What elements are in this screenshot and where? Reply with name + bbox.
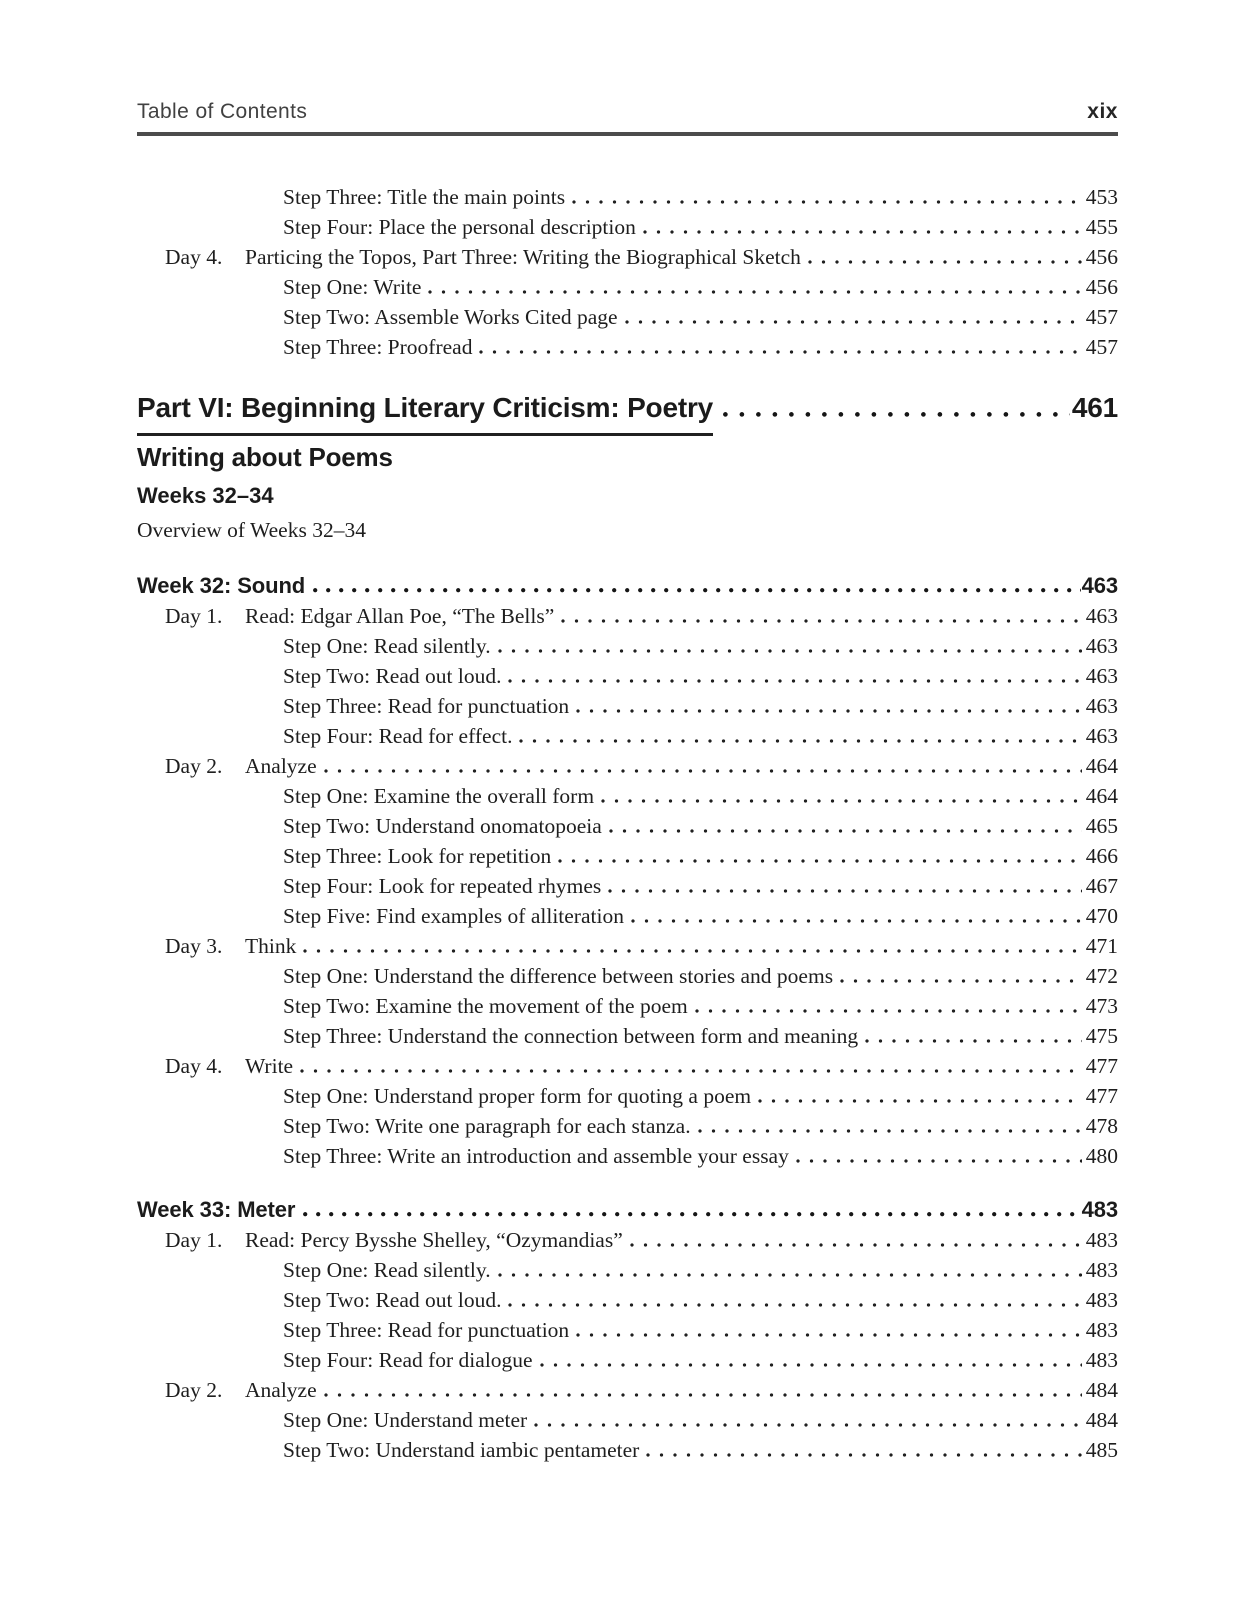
table-of-contents (137, 182, 1118, 1465)
part-heading-block (137, 386, 1118, 547)
toc-entry (137, 901, 1118, 931)
dot-leader (698, 1129, 1082, 1133)
toc-entry (137, 272, 1118, 302)
entry-page: 463 (1085, 664, 1118, 688)
toc-entry (137, 1111, 1118, 1141)
toc-entry (137, 302, 1118, 332)
dot-leader (625, 320, 1082, 324)
entry-page: 465 (1085, 814, 1118, 838)
dot-leader (558, 859, 1081, 863)
entry-text: Step One: Examine the overall form (283, 784, 595, 808)
week-heading (137, 571, 1118, 601)
entry-text: Step Two: Assemble Works Cited page (283, 305, 618, 329)
toc-entry (137, 182, 1118, 212)
entry-text: Step Four: Read for dialogue (283, 1348, 533, 1372)
dot-leader (865, 1039, 1082, 1043)
dot-leader (561, 619, 1081, 623)
entry-text: Step One: Read silently. (283, 634, 491, 658)
entry-page: 477 (1085, 1054, 1118, 1078)
weeks-range: Weeks 32–34 (137, 483, 274, 508)
entry-page: 464 (1085, 754, 1118, 778)
entry-text: Step Two: Read out loud. (283, 1288, 502, 1312)
entry-page: 463 (1085, 724, 1118, 748)
entry-page: 473 (1085, 994, 1118, 1018)
dot-leader (479, 350, 1081, 354)
toc-entry (137, 811, 1118, 841)
entry-text: Step One: Understand meter (283, 1408, 528, 1432)
toc-entry (137, 1225, 1118, 1255)
week-block (137, 1195, 1118, 1465)
toc-entry (137, 931, 1118, 961)
entry-page: 453 (1085, 185, 1118, 209)
entry-page: 477 (1085, 1084, 1118, 1108)
toc-entry (137, 1315, 1118, 1345)
entry-text: Particing the Topos, Part Three: Writing the Biographical Sketch (245, 245, 801, 269)
toc-entry (137, 1285, 1118, 1315)
entry-text: Step Two: Understand onomatopoeia (283, 814, 602, 838)
dot-leader (313, 588, 1080, 593)
toc-entry (137, 1255, 1118, 1285)
dot-leader (428, 290, 1081, 294)
entry-text: Step Three: Proofread (283, 335, 473, 359)
dot-leader (519, 739, 1081, 743)
dot-leader (300, 1069, 1082, 1073)
entry-page: 472 (1085, 964, 1118, 988)
entry-text: Read: Percy Bysshe Shelley, “Ozymandias” (245, 1228, 623, 1252)
dot-leader (609, 829, 1082, 833)
dot-leader (572, 200, 1082, 204)
week-heading-page: 463 (1081, 573, 1118, 598)
entry-day-label: Day 1. (165, 604, 223, 628)
entry-page: 463 (1085, 694, 1118, 718)
toc-entry (137, 1345, 1118, 1375)
entry-page: 467 (1085, 874, 1118, 898)
toc-entry (137, 212, 1118, 242)
week-heading-text: Week 33: Meter (137, 1197, 296, 1222)
toc-entry (137, 991, 1118, 1021)
dot-leader (796, 1159, 1082, 1163)
entry-page: 463 (1085, 604, 1118, 628)
dot-leader (324, 1393, 1082, 1397)
entry-text: Write (245, 1054, 294, 1078)
entry-page: 483 (1085, 1348, 1118, 1372)
week-block (137, 571, 1118, 1171)
dot-leader (643, 230, 1082, 234)
toc-entry (137, 1081, 1118, 1111)
toc-entry (137, 601, 1118, 631)
toc-entry (137, 1051, 1118, 1081)
entry-page: 484 (1085, 1408, 1118, 1432)
toc-entry (137, 661, 1118, 691)
entry-text: Step Three: Read for punctuation (283, 694, 570, 718)
dot-leader (498, 1273, 1082, 1277)
page-folio: xix (1087, 100, 1118, 123)
entry-text: Step Five: Find examples of alliteration (283, 904, 624, 928)
dot-leader (808, 260, 1082, 264)
toc-entry (137, 1435, 1118, 1465)
entry-text: Analyze (245, 754, 317, 778)
entry-page: 485 (1085, 1438, 1118, 1462)
toc-entry (137, 1021, 1118, 1051)
entry-page: 471 (1085, 934, 1118, 958)
dot-leader (303, 949, 1081, 953)
entry-page: 463 (1085, 634, 1118, 658)
dot-leader (576, 709, 1082, 713)
entry-day-label: Day 3. (165, 934, 223, 958)
dot-leader (723, 412, 1070, 417)
dot-leader (646, 1453, 1081, 1457)
entry-page: 456 (1085, 245, 1118, 269)
week-heading-page: 483 (1081, 1197, 1118, 1222)
dot-leader (324, 769, 1082, 773)
entry-text: Step One: Write (283, 275, 422, 299)
weeks-overview: Overview of Weeks 32–34 (137, 518, 366, 542)
part-heading-text: Part VI: Beginning Literary Criticism: Poetry (137, 386, 713, 436)
toc-entry (137, 781, 1118, 811)
part-subtitle: Writing about Poems (137, 442, 393, 472)
header-title: Table of Contents (137, 100, 308, 123)
toc-entry (137, 751, 1118, 781)
page-header (137, 100, 1118, 136)
toc-entry (137, 242, 1118, 272)
entry-page: 464 (1085, 784, 1118, 808)
entry-text: Step Three: Understand the connection between form and meaning (283, 1024, 859, 1048)
dot-leader (758, 1099, 1082, 1103)
dot-leader (498, 649, 1082, 653)
part-heading-page: 461 (1071, 392, 1118, 423)
entry-day-label: Day 4. (165, 245, 223, 269)
toc-entry (137, 1405, 1118, 1435)
entry-text: Step Two: Understand iambic pentameter (283, 1438, 640, 1462)
entry-text: Step Three: Look for repetition (283, 844, 552, 868)
dot-leader (508, 1303, 1081, 1307)
dot-leader (695, 1009, 1082, 1013)
entry-day-label: Day 2. (165, 1378, 223, 1402)
entry-text: Think (245, 934, 297, 958)
toc-entry (137, 841, 1118, 871)
entry-text: Step Three: Title the main points (283, 185, 566, 209)
toc-entry (137, 1141, 1118, 1171)
entry-page: 470 (1085, 904, 1118, 928)
dot-leader (840, 979, 1082, 983)
entry-text: Step Four: Look for repeated rhymes (283, 874, 602, 898)
toc-entry (137, 332, 1118, 362)
entry-page: 457 (1085, 335, 1118, 359)
toc-entry (137, 871, 1118, 901)
entry-text: Step Two: Write one paragraph for each stanza. (283, 1114, 691, 1138)
entry-text: Step One: Understand the difference between stories and poems (283, 964, 834, 988)
entry-text: Step One: Read silently. (283, 1258, 491, 1282)
entry-text: Step One: Understand proper form for quoting a poem (283, 1084, 752, 1108)
dot-leader (631, 919, 1082, 923)
toc-entry (137, 721, 1118, 751)
entry-page: 456 (1085, 275, 1118, 299)
toc-entry (137, 631, 1118, 661)
entry-text: Step Two: Examine the movement of the poem (283, 994, 688, 1018)
entry-text: Analyze (245, 1378, 317, 1402)
toc-entry (137, 1375, 1118, 1405)
weeks-section (137, 571, 1118, 1465)
dot-leader (630, 1243, 1082, 1247)
toc-entry (137, 961, 1118, 991)
week-heading-text: Week 32: Sound (137, 573, 306, 598)
entry-text: Step Four: Read for effect. (283, 724, 513, 748)
dot-leader (608, 889, 1082, 893)
entry-day-label: Day 4. (165, 1054, 223, 1078)
entry-page: 483 (1085, 1288, 1118, 1312)
entry-page: 483 (1085, 1258, 1118, 1282)
dot-leader (508, 679, 1081, 683)
week-heading (137, 1195, 1118, 1225)
entry-day-label: Day 1. (165, 1228, 223, 1252)
part-heading (137, 386, 1118, 436)
entry-page: 484 (1085, 1378, 1118, 1402)
toc-continuation-section (137, 182, 1118, 362)
entry-day-label: Day 2. (165, 754, 223, 778)
entry-page: 455 (1085, 215, 1118, 239)
dot-leader (601, 799, 1082, 803)
dot-leader (540, 1363, 1082, 1367)
entry-text: Step Two: Read out loud. (283, 664, 502, 688)
dot-leader (534, 1423, 1082, 1427)
entry-page: 475 (1085, 1024, 1118, 1048)
toc-entry (137, 691, 1118, 721)
entry-text: Read: Edgar Allan Poe, “The Bells” (245, 604, 555, 628)
entry-text: Step Three: Write an introduction and assemble your essay (283, 1144, 789, 1168)
entry-text: Step Four: Place the personal description (283, 215, 636, 239)
entry-page: 457 (1085, 305, 1118, 329)
entry-page: 483 (1085, 1228, 1118, 1252)
entry-page: 478 (1085, 1114, 1118, 1138)
entry-page: 466 (1085, 844, 1118, 868)
dot-leader (576, 1333, 1082, 1337)
entry-page: 480 (1085, 1144, 1118, 1168)
dot-leader (303, 1212, 1080, 1217)
entry-text: Step Three: Read for punctuation (283, 1318, 570, 1342)
entry-page: 483 (1085, 1318, 1118, 1342)
